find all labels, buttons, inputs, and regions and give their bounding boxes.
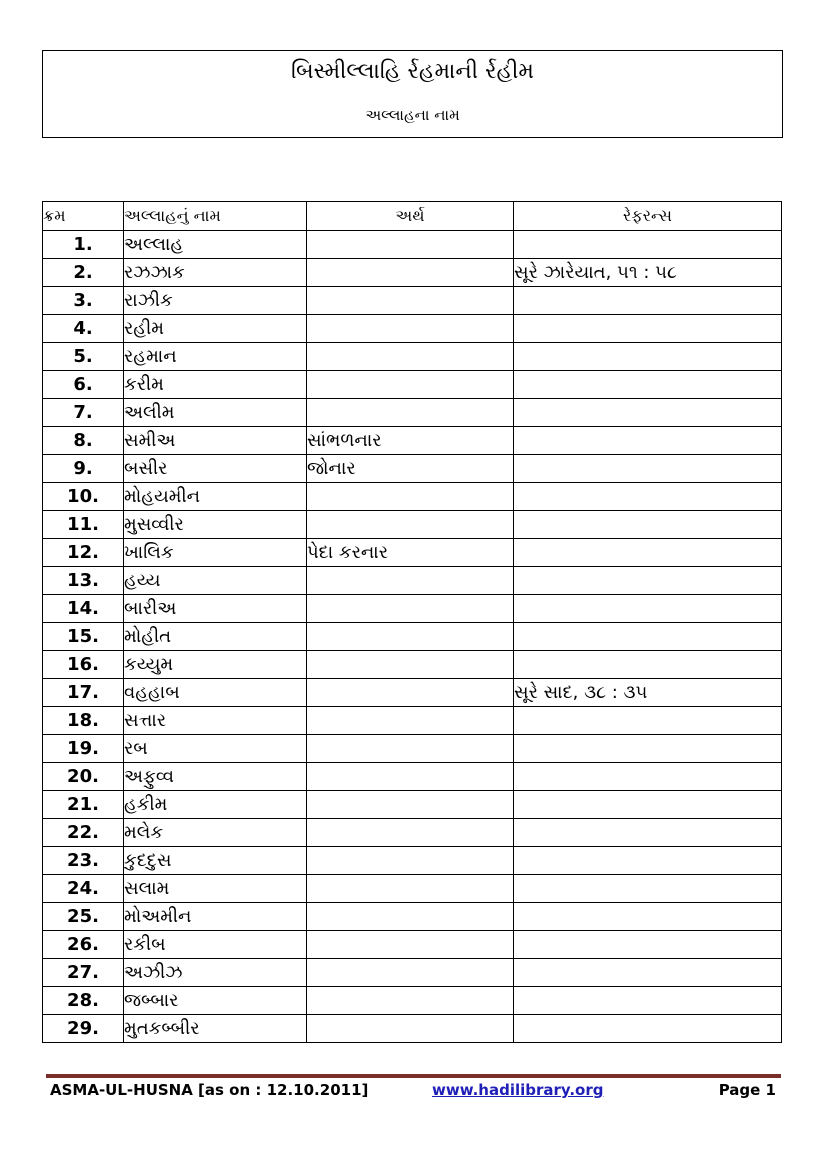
row-meaning bbox=[307, 511, 514, 539]
row-reference bbox=[514, 483, 782, 511]
row-reference bbox=[514, 987, 782, 1015]
row-reference bbox=[514, 847, 782, 875]
row-name: મલેક bbox=[124, 819, 307, 847]
row-meaning bbox=[307, 959, 514, 987]
row-meaning bbox=[307, 371, 514, 399]
row-reference bbox=[514, 399, 782, 427]
row-name: મુતકબ્બીર bbox=[124, 1015, 307, 1043]
row-name: રહમાન bbox=[124, 343, 307, 371]
row-name: સલામ bbox=[124, 875, 307, 903]
table-row bbox=[43, 903, 782, 931]
row-reference bbox=[514, 623, 782, 651]
row-number: 23. bbox=[43, 847, 124, 875]
row-meaning: જોનાર bbox=[307, 455, 514, 483]
row-number: 6. bbox=[43, 371, 124, 399]
table-row bbox=[43, 343, 782, 371]
row-name: અલ્લાહ bbox=[124, 231, 307, 259]
row-meaning bbox=[307, 931, 514, 959]
row-reference bbox=[514, 763, 782, 791]
table-row bbox=[43, 595, 782, 623]
table-row bbox=[43, 651, 782, 679]
row-meaning bbox=[307, 231, 514, 259]
row-reference bbox=[514, 1015, 782, 1043]
table-row bbox=[43, 1015, 782, 1043]
row-reference bbox=[514, 427, 782, 455]
row-meaning bbox=[307, 651, 514, 679]
title-box bbox=[42, 50, 783, 138]
column-header-reference: રેફરન્સ bbox=[514, 202, 782, 231]
row-meaning bbox=[307, 623, 514, 651]
row-reference bbox=[514, 819, 782, 847]
row-reference bbox=[514, 707, 782, 735]
row-number: 26. bbox=[43, 931, 124, 959]
table-row bbox=[43, 735, 782, 763]
row-meaning bbox=[307, 791, 514, 819]
row-meaning bbox=[307, 595, 514, 623]
row-name: કય્યુમ bbox=[124, 651, 307, 679]
footer-website-link[interactable]: www.hadilibrary.org bbox=[432, 1081, 604, 1099]
row-reference bbox=[514, 511, 782, 539]
row-number: 2. bbox=[43, 259, 124, 287]
row-number: 29. bbox=[43, 1015, 124, 1043]
row-name: કુદદુસ bbox=[124, 847, 307, 875]
row-number: 24. bbox=[43, 875, 124, 903]
row-meaning: સાંભળનાર bbox=[307, 427, 514, 455]
row-name: વહહાબ bbox=[124, 679, 307, 707]
row-meaning bbox=[307, 987, 514, 1015]
table-row bbox=[43, 987, 782, 1015]
row-number: 8. bbox=[43, 427, 124, 455]
row-number: 14. bbox=[43, 595, 124, 623]
row-number: 12. bbox=[43, 539, 124, 567]
row-name: મુસવ્વીર bbox=[124, 511, 307, 539]
row-reference bbox=[514, 371, 782, 399]
row-meaning bbox=[307, 707, 514, 735]
table-row bbox=[43, 959, 782, 987]
row-reference bbox=[514, 651, 782, 679]
table-row bbox=[43, 931, 782, 959]
names-table bbox=[42, 201, 782, 1043]
row-reference bbox=[514, 959, 782, 987]
row-meaning bbox=[307, 819, 514, 847]
column-header-name: અલ્લાહનું નામ bbox=[124, 202, 307, 231]
row-name: મોહયમીન bbox=[124, 483, 307, 511]
row-name: ખાલિક bbox=[124, 539, 307, 567]
row-name: મોહીત bbox=[124, 623, 307, 651]
row-meaning bbox=[307, 315, 514, 343]
row-meaning bbox=[307, 567, 514, 595]
table-row bbox=[43, 371, 782, 399]
table-row bbox=[43, 231, 782, 259]
row-reference: સૂરે ઝારેયાત, ૫૧ : ૫૮ bbox=[514, 259, 782, 287]
row-number: 20. bbox=[43, 763, 124, 791]
row-reference bbox=[514, 343, 782, 371]
row-number: 9. bbox=[43, 455, 124, 483]
column-header-number: ક્રમ bbox=[43, 202, 124, 231]
row-reference: સૂરે સાદ, ૩૮ : ૩૫ bbox=[514, 679, 782, 707]
row-number: 27. bbox=[43, 959, 124, 987]
row-number: 25. bbox=[43, 903, 124, 931]
row-reference bbox=[514, 791, 782, 819]
row-number: 19. bbox=[43, 735, 124, 763]
row-number: 4. bbox=[43, 315, 124, 343]
row-reference bbox=[514, 567, 782, 595]
table-row bbox=[43, 511, 782, 539]
table-row bbox=[43, 539, 782, 567]
row-name: જબ્બાર bbox=[124, 987, 307, 1015]
row-number: 22. bbox=[43, 819, 124, 847]
row-meaning bbox=[307, 399, 514, 427]
row-meaning bbox=[307, 343, 514, 371]
table-body bbox=[43, 231, 782, 1043]
row-reference bbox=[514, 875, 782, 903]
row-number: 17. bbox=[43, 679, 124, 707]
table-row bbox=[43, 315, 782, 343]
table-row bbox=[43, 483, 782, 511]
row-meaning bbox=[307, 763, 514, 791]
row-reference bbox=[514, 539, 782, 567]
row-meaning bbox=[307, 875, 514, 903]
row-meaning bbox=[307, 847, 514, 875]
row-meaning bbox=[307, 679, 514, 707]
page-subtitle: અલ્લાહના નામ bbox=[365, 106, 460, 124]
row-number: 10. bbox=[43, 483, 124, 511]
row-reference bbox=[514, 455, 782, 483]
table-row bbox=[43, 819, 782, 847]
row-name: કરીમ bbox=[124, 371, 307, 399]
row-name: મોઅમીન bbox=[124, 903, 307, 931]
row-meaning bbox=[307, 1015, 514, 1043]
row-reference bbox=[514, 735, 782, 763]
row-reference bbox=[514, 315, 782, 343]
table-row bbox=[43, 623, 782, 651]
row-name: રબ bbox=[124, 735, 307, 763]
table-row bbox=[43, 427, 782, 455]
row-meaning: પેદા કરનાર bbox=[307, 539, 514, 567]
row-reference bbox=[514, 287, 782, 315]
page-title: બિસ્મીલ્લાહિ ર્રહમાની ર્રહીમ bbox=[291, 59, 534, 84]
row-meaning bbox=[307, 259, 514, 287]
table-row bbox=[43, 763, 782, 791]
row-number: 11. bbox=[43, 511, 124, 539]
table-row bbox=[43, 259, 782, 287]
row-name: બારીઅ bbox=[124, 595, 307, 623]
page-number: Page 1 bbox=[718, 1081, 776, 1099]
footer-divider bbox=[46, 1074, 781, 1078]
row-number: 21. bbox=[43, 791, 124, 819]
row-reference bbox=[514, 903, 782, 931]
row-reference bbox=[514, 931, 782, 959]
row-name: બસીર bbox=[124, 455, 307, 483]
table-row bbox=[43, 287, 782, 315]
row-name: રઝઝાક bbox=[124, 259, 307, 287]
row-name: અલીમ bbox=[124, 399, 307, 427]
row-meaning bbox=[307, 287, 514, 315]
table-row bbox=[43, 875, 782, 903]
row-number: 16. bbox=[43, 651, 124, 679]
row-name: હકીમ bbox=[124, 791, 307, 819]
row-name: હય્ય bbox=[124, 567, 307, 595]
row-name: અઝીઝ bbox=[124, 959, 307, 987]
row-meaning bbox=[307, 735, 514, 763]
row-name: રાઝીક bbox=[124, 287, 307, 315]
row-number: 18. bbox=[43, 707, 124, 735]
row-number: 7. bbox=[43, 399, 124, 427]
footer-doc-label: ASMA-UL-HUSNA [as on : 12.10.2011] bbox=[50, 1081, 369, 1099]
table-row bbox=[43, 455, 782, 483]
column-header-meaning: અર્થ bbox=[307, 202, 514, 231]
table-row bbox=[43, 567, 782, 595]
row-number: 5. bbox=[43, 343, 124, 371]
row-reference bbox=[514, 595, 782, 623]
footer bbox=[50, 1081, 776, 1103]
row-name: અફુવ્વ bbox=[124, 763, 307, 791]
table-row bbox=[43, 791, 782, 819]
row-number: 15. bbox=[43, 623, 124, 651]
table-row bbox=[43, 707, 782, 735]
row-meaning bbox=[307, 903, 514, 931]
table-header-row bbox=[43, 202, 782, 231]
table-row bbox=[43, 399, 782, 427]
row-number: 3. bbox=[43, 287, 124, 315]
row-name: સત્તાર bbox=[124, 707, 307, 735]
row-meaning bbox=[307, 483, 514, 511]
row-name: સમીઅ bbox=[124, 427, 307, 455]
table-row bbox=[43, 679, 782, 707]
row-reference bbox=[514, 231, 782, 259]
row-number: 28. bbox=[43, 987, 124, 1015]
row-name: રહીમ bbox=[124, 315, 307, 343]
row-number: 1. bbox=[43, 231, 124, 259]
row-number: 13. bbox=[43, 567, 124, 595]
table-row bbox=[43, 847, 782, 875]
row-name: રકીબ bbox=[124, 931, 307, 959]
